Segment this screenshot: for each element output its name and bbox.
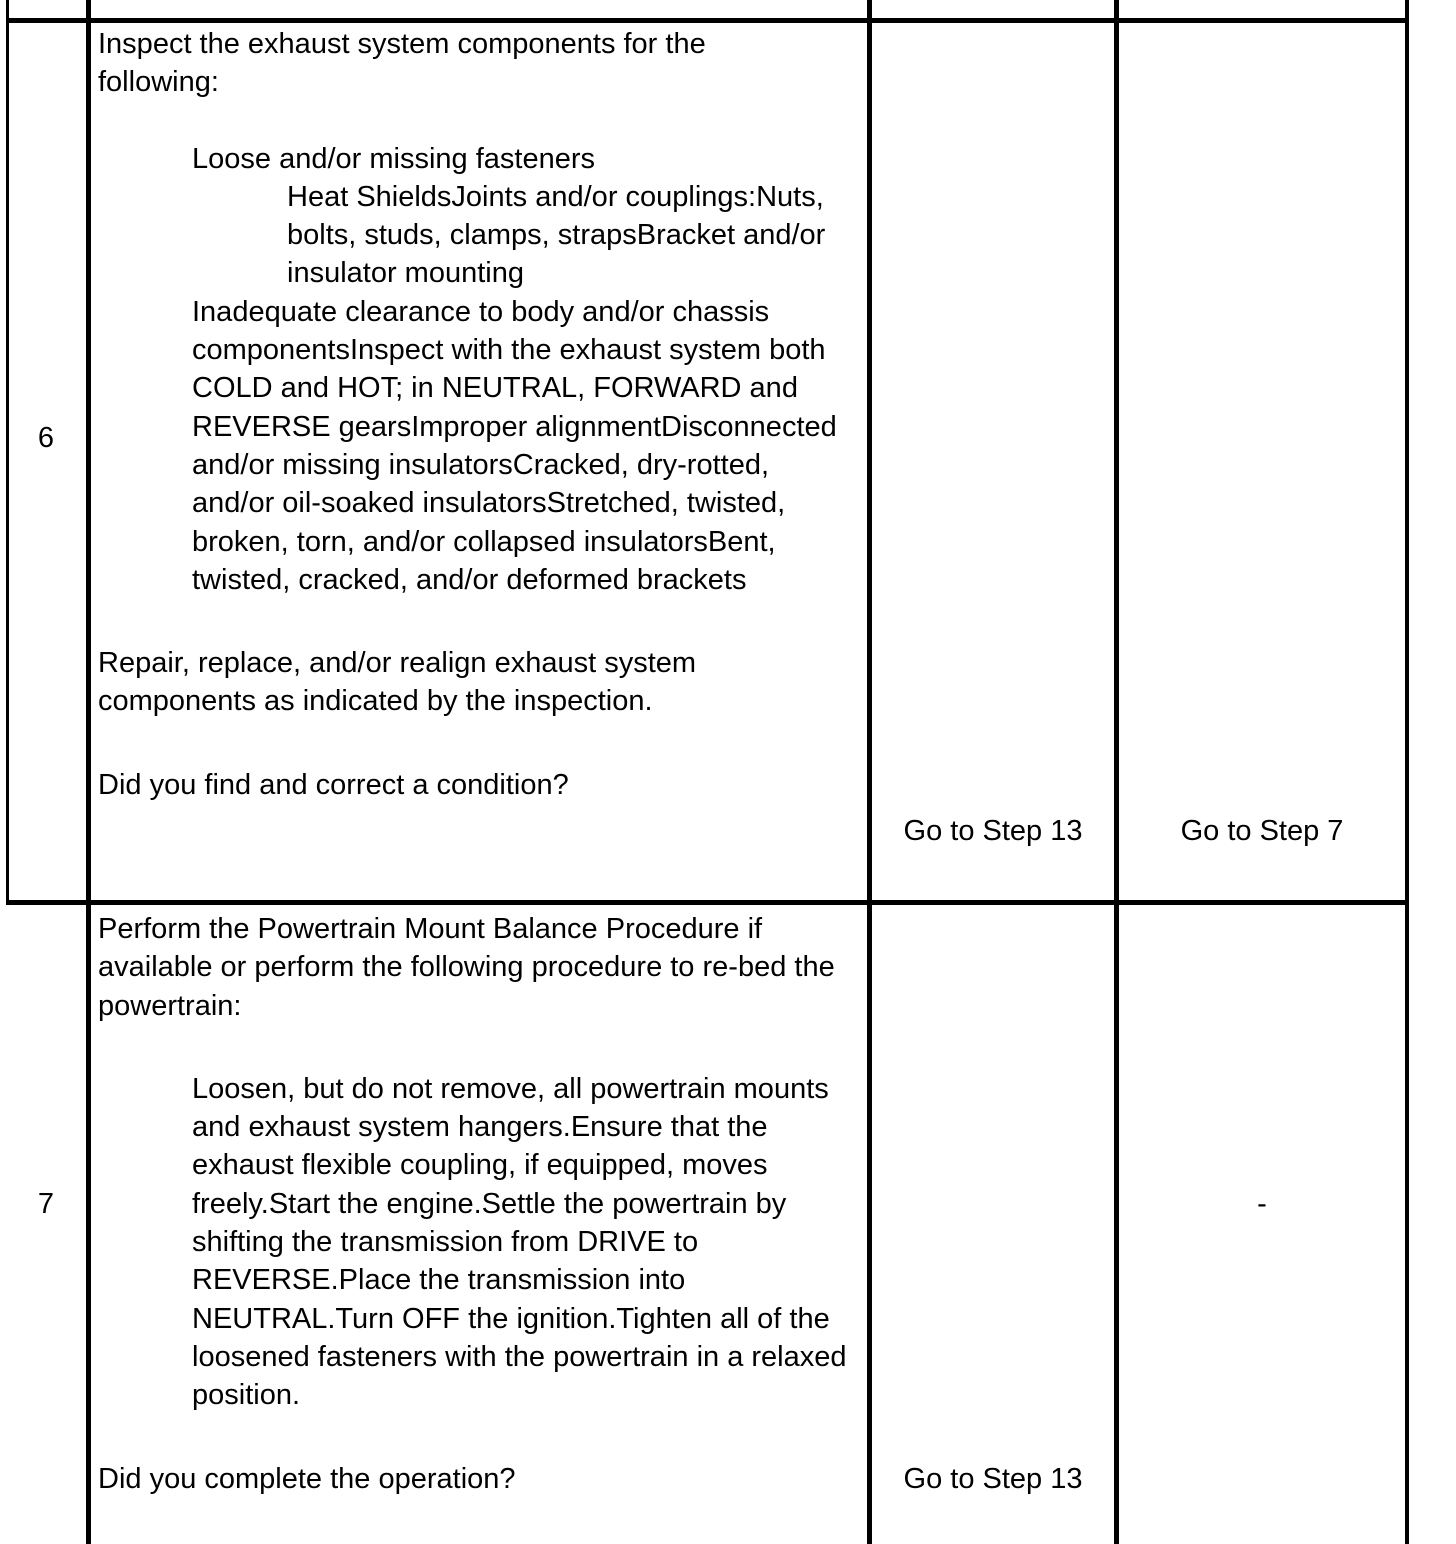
step-7-intro: Perform the Powertrain Mount Balance Procedure if available or perform the following procedure to re-bed the powertrain: [98,913,835,1022]
table-border-right [1405,0,1409,1544]
step-number-6: 6 [37,422,55,454]
table-border-yes-col [1114,0,1119,1544]
step-6-intro: Inspect the exhaust system components for the following: [98,28,706,99]
step-7-question: Did you complete the operation? [98,1462,516,1495]
step-6-question: Did you find and correct a condition? [98,768,569,801]
step-7-description [98,910,863,1498]
step-6-spacer-2 [98,599,863,644]
step-7-procedure: Loosen, but do not remove, all powertrain mounts and exhaust system hangers.Ensure that the exhaust flexible coupling, if equipped, moves freely.Start the engine.Settle the powertrain by shifting the transmission from DRIVE to REVERSE.Place the transmission into NEUTRAL.Turn OFF the ignition.Tighten all of the loosened fasteners with the powertrain in a relaxed position. [192,1072,847,1412]
step-6-check-items: Inadequate clearance to body and/or chassis componentsInspect with the exhaust system both COLD and HOT; in NEUTRAL, FORWARD and REVERSE gearsImproper alignmentDisconnected and/or missing insulatorsCracked, dry-rotted, and/or oil-soaked insulatorsStretched, twisted, broken, torn, and/or collapsed insulatorsBent, twisted, cracked, and/or deformed brackets [192,295,837,596]
step-6-spacer-3 [98,721,863,766]
row-divider-middle [6,900,1409,905]
step-7-spacer [98,1025,863,1070]
step-6-description [98,25,863,804]
step-6-check-item-1: Loose and/or missing fasteners [192,142,595,175]
step-7-no-action: - [1257,1188,1267,1220]
row-divider-top [6,18,1409,23]
table-border-step-col [86,0,91,1544]
step-6-repair: Repair, replace, and/or realign exhaust system components as indicated by the inspection. [98,647,697,718]
table-border-action-col [867,0,872,1544]
step-7-yes-action: Go to Step 13 [903,1463,1083,1495]
step-number-7: 7 [37,1188,55,1220]
step-6-sub-items: Heat ShieldsJoints and/or couplings:Nuts, bolts, studs, clamps, strapsBracket and/or insulator mounting [287,180,826,290]
step-6-no-action: Go to Step 7 [1180,815,1344,847]
step-7-spacer-2 [98,1415,863,1460]
step-6-spacer [98,102,863,140]
step-6-yes-action: Go to Step 13 [903,815,1083,847]
